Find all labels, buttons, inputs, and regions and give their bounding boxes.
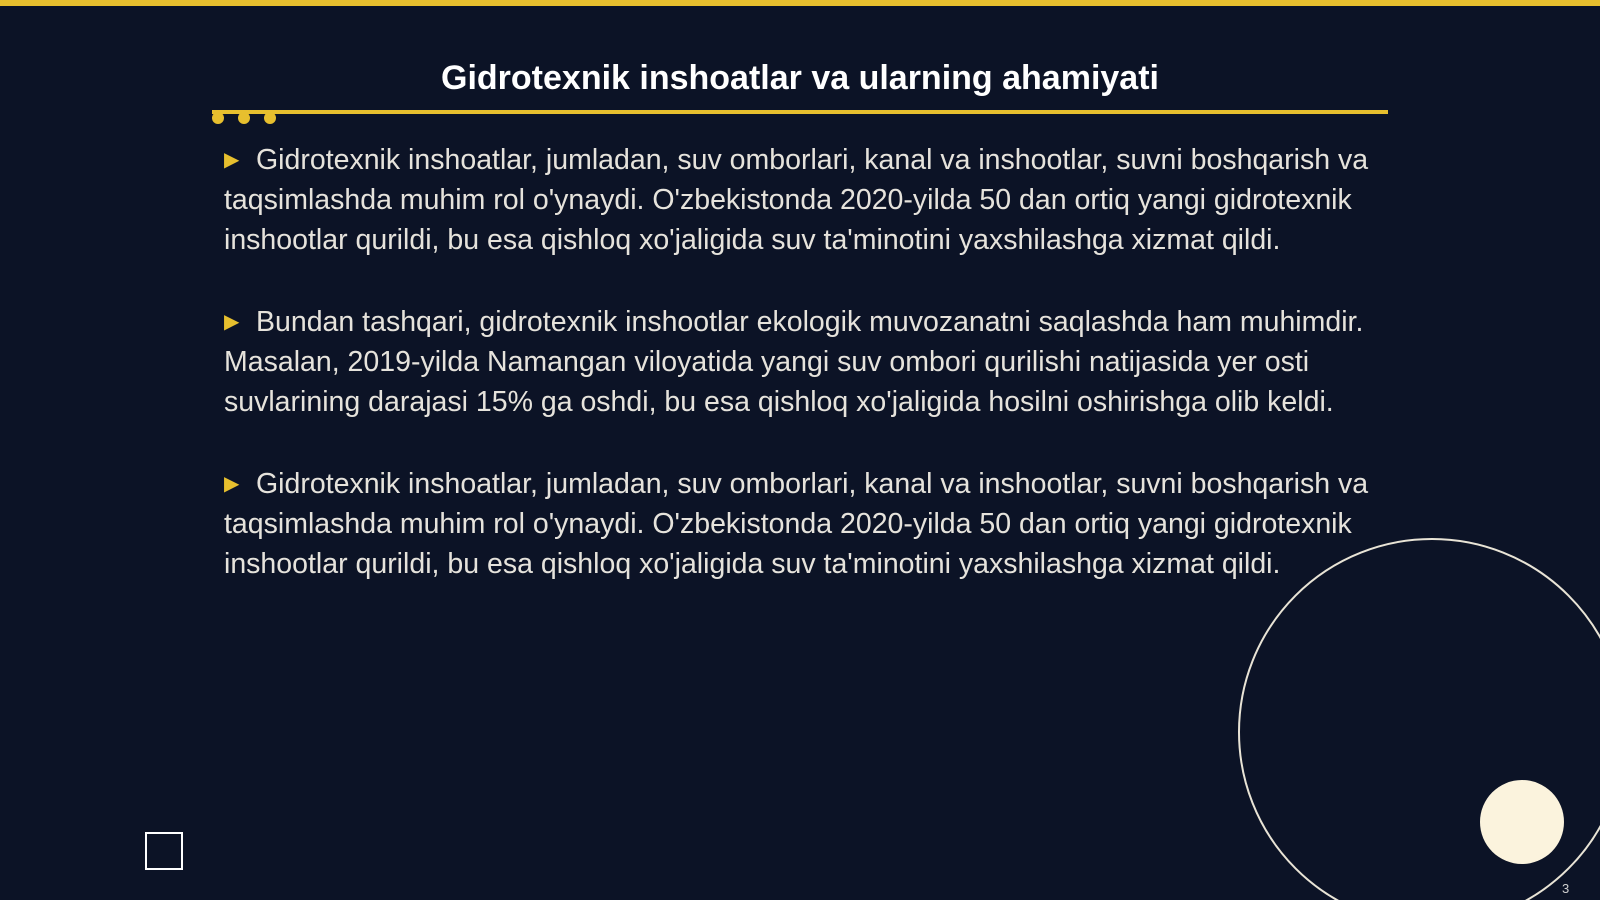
triangle-bullet-icon: ▶ bbox=[224, 473, 240, 495]
top-accent-bar bbox=[0, 0, 1600, 6]
bullet-item bbox=[224, 464, 1384, 584]
bullet-list bbox=[224, 140, 1384, 626]
bullet-text: Bundan tashqari, gidrotexnik inshootlar ekologik muvozanatni saqlashda ham muhimdir. Masalan, 2019-yilda Namangan viloyatida yangi suv ombori qurilishi natijasida yer osti suvlarining darajasi 15% ga oshdi, bu esa qishloq xo'jaligida hosilni oshirishga olib keldi. bbox=[224, 306, 1364, 418]
dot-icon bbox=[212, 112, 224, 124]
slide-title: Gidrotexnik inshoatlar va ularning ahamiyati bbox=[441, 59, 1159, 97]
triangle-bullet-icon: ▶ bbox=[224, 149, 240, 171]
decorative-circle-filled bbox=[1480, 780, 1564, 864]
dot-icon bbox=[264, 112, 276, 124]
bullet-text: Gidrotexnik inshoatlar, jumladan, suv omborlari, kanal va inshootlar, suvni boshqarish va taqsimlashda muhim rol o'ynaydi. O'zbekistonda 2020-yilda 50 dan ortiq yangi gidrotexnik inshootlar qurildi, bu esa qishloq xo'jaligida suv ta'minotini yaxshilashga xizmat qildi. bbox=[224, 468, 1369, 580]
bullet-text: Gidrotexnik inshoatlar, jumladan, suv omborlari, kanal va inshootlar, suvni boshqarish va taqsimlashda muhim rol o'ynaydi. O'zbekistonda 2020-yilda 50 dan ortiq yangi gidrotexnik inshootlar qurildi, bu esa qishloq xo'jaligida suv ta'minotini yaxshilashga xizmat qildi. bbox=[224, 144, 1369, 256]
triangle-bullet-icon: ▶ bbox=[224, 311, 240, 333]
bullet-item bbox=[224, 140, 1384, 260]
dot-icon bbox=[238, 112, 250, 124]
title-underline bbox=[212, 110, 1388, 114]
decorative-square bbox=[145, 832, 183, 870]
decorative-dots bbox=[212, 112, 276, 124]
page-number: 3 bbox=[1562, 881, 1570, 896]
bullet-item bbox=[224, 302, 1384, 422]
